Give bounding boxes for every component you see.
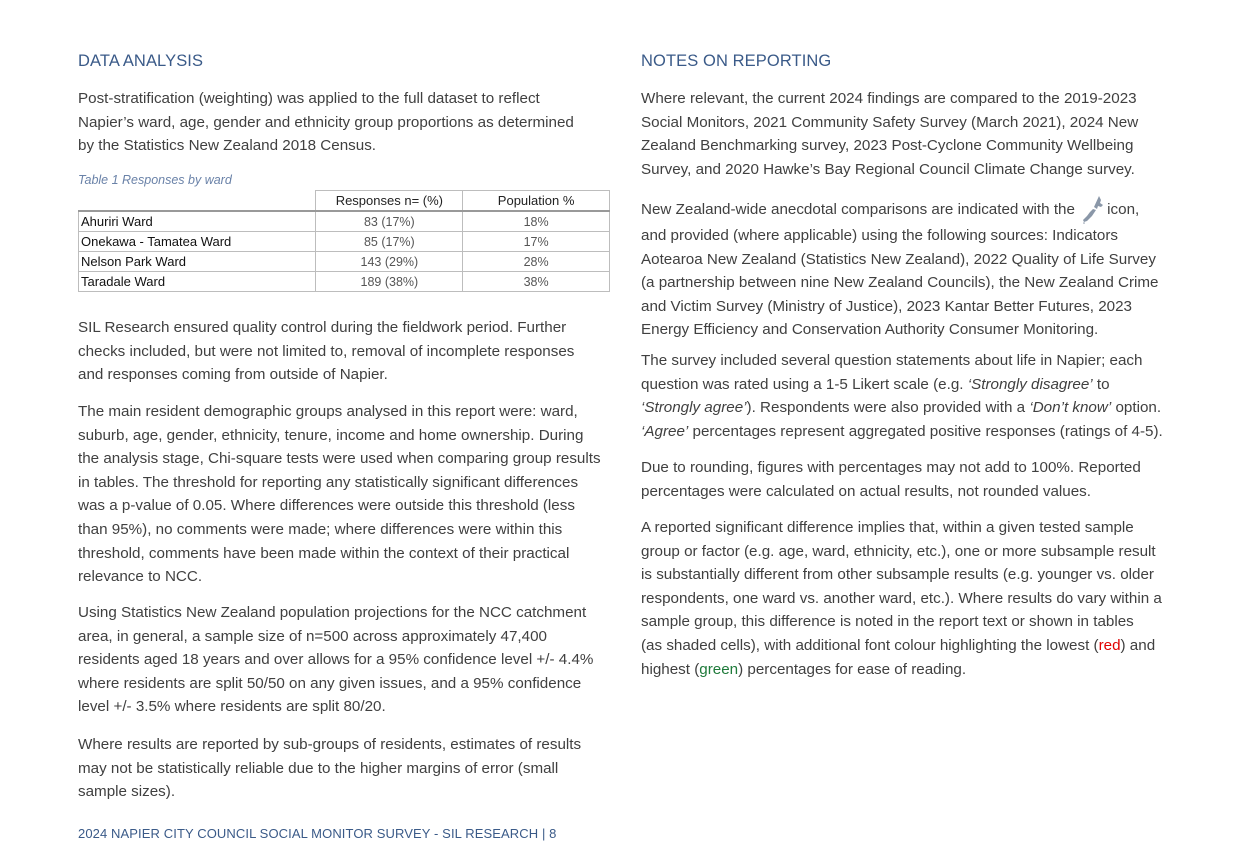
notes-para1: Where relevant, the current 2024 findings are compared to the 2019-2023 Social Monitors, 2021 Community Safety Survey (March 2021), 2024 New Zealand Benchmarking survey, 2023 Post-Cyclone Community Wellbeing Survey, and 2020 Hawke’s Bay Regional Council Climate Change survey. bbox=[641, 90, 1139, 178]
ward-population: 28% bbox=[463, 252, 610, 272]
notes-para4: Due to rounding, figures with percentages may not add to 100%. Reported percentages were calculated on actual results, not rounded values. bbox=[641, 459, 1141, 500]
page-footer: 2024 NAPIER CITY COUNCIL SOCIAL MONITOR SURVEY - SIL RESEARCH | 8 bbox=[78, 826, 557, 841]
table-row bbox=[79, 272, 610, 292]
new-zealand-map-icon bbox=[1080, 194, 1106, 224]
table-header-population: Population % bbox=[463, 191, 610, 212]
table-header-responses: Responses n= (%) bbox=[316, 191, 463, 212]
data-analysis-para4: Using Statistics New Zealand population projections for the NCC catchment area, in general, a sample size of n=500 across approximately 47,400 residents aged 18 years and over allows for a 95% confidence level +/- 4.4% where residents are split 50/50 on any given issues, and a 95% confidence level +/- 3.5% where residents are split 80/20. bbox=[78, 604, 594, 716]
table-row bbox=[79, 232, 610, 252]
ward-name: Onekawa - Tamatea Ward bbox=[79, 232, 316, 252]
notes-on-reporting-heading: NOTES ON REPORTING bbox=[641, 52, 832, 70]
table-header-blank bbox=[79, 191, 316, 212]
notes-para2: New Zealand-wide anecdotal comparisons are indicated with the icon, and provided (where applicable) using the following sources: Indicators Aotearoa New Zealand (Statistics New Zealand), 2022 Quality of Life Survey (a partnership between nine New Zealand Councils), the New Zealand Crime and Victim Survey (Ministry of Justice), 2023 Kantar Better Futures, 2023 Energy Efficiency and Conservation Authority Consumer Monitoring. bbox=[641, 194, 1158, 342]
ward-name: Nelson Park Ward bbox=[79, 252, 316, 272]
data-analysis-para1: Post-stratification (weighting) was applied to the full dataset to reflect Napier’s ward, age, gender and ethnicity group proportions as determined by the Statistics New Zealand 2018 Census. bbox=[78, 90, 574, 155]
ward-name: Ahuriri Ward bbox=[79, 211, 316, 232]
table-header-row bbox=[79, 191, 610, 212]
ward-population: 38% bbox=[463, 272, 610, 292]
data-analysis-para3: The main resident demographic groups analysed in this report were: ward, suburb, age, gender, ethnicity, tenure, income and home ownership. During the analysis stage, Chi-square tests were used when comparing group results in tables. The threshold for reporting any statistically significant differences was a p-value of 0.05. Where differences were outside this threshold (less than 95%), no comments were made; where differences were within this threshold, comments have been made within the context of their practical relevance to NCC. bbox=[78, 403, 601, 586]
table-caption: Table 1 Responses by ward bbox=[78, 173, 232, 187]
ward-responses: 83 (17%) bbox=[316, 211, 463, 232]
ward-responses: 143 (29%) bbox=[316, 252, 463, 272]
table-row bbox=[79, 211, 610, 232]
ward-population: 18% bbox=[463, 211, 610, 232]
data-analysis-para2: SIL Research ensured quality control during the fieldwork period. Further checks included, but were not limited to, removal of incomplete responses and responses coming from outside of Napier. bbox=[78, 319, 575, 384]
highest-green-label: green bbox=[699, 660, 739, 678]
ward-responses: 85 (17%) bbox=[316, 232, 463, 252]
data-analysis-para5: Where results are reported by sub-groups of residents, estimates of results may not be statistically reliable due to the higher margins of error (small sample sizes). bbox=[78, 736, 582, 801]
notes-para5: A reported significant difference implies that, within a given tested sample group or factor (e.g. age, ward, ethnicity, etc.), one or more subsample result is substantially different from other subsample results (e.g. younger vs. older respondents, one ward vs. another ward, etc.). Where results do vary within a sample group, this difference is noted in the report text or shown in tables (as shaded cells), with additional font colour highlighting the lowest (red) and highest (green) percentages for ease of reading. bbox=[641, 519, 1162, 678]
ward-responses: 189 (38%) bbox=[316, 272, 463, 292]
ward-population: 17% bbox=[463, 232, 610, 252]
ward-name: Taradale Ward bbox=[79, 272, 316, 292]
responses-by-ward-table bbox=[78, 190, 610, 292]
table-row bbox=[79, 252, 610, 272]
lowest-red-label: red bbox=[1098, 636, 1121, 654]
data-analysis-heading: DATA ANALYSIS bbox=[78, 52, 204, 70]
notes-para3: The survey included several question statements about life in Napier; each question was rated using a 1-5 Likert scale (e.g. ‘Strongly disagree’ to ‘Strongly agree’). Respondents were also provided with a ‘Don’t know’ option. ‘Agree’ percentages represent aggregated positive responses (ratings of 4-5). bbox=[641, 352, 1163, 440]
